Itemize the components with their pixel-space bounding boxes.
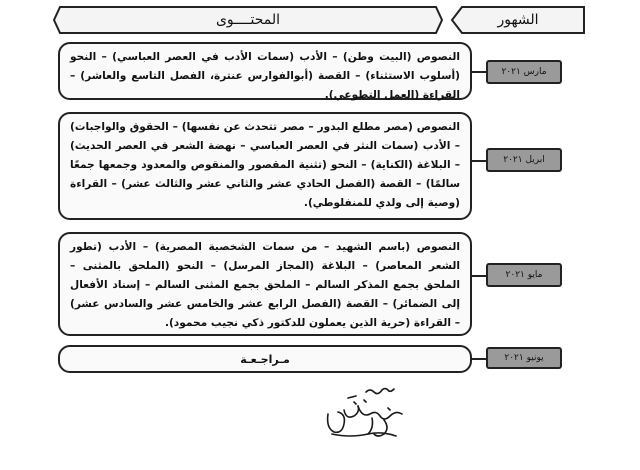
month-label: مارس ٢٠٢١ (501, 67, 547, 77)
content-box-may (58, 232, 472, 336)
months-header-label: الشهور (497, 12, 539, 28)
row-connector (472, 71, 486, 73)
row-connector (472, 358, 486, 360)
content-text: النصوص (البيت وطن) – الأدب (سمات الأدب في العصر العباسي) – النحو (أسلوب الاستثناء) – القصة (أبوالفوارس عنترة، الفصل التاسع والعاشر) – القراءة (العمل التطوعي). (70, 51, 460, 101)
content-text: النصوص (مصر مطلع البدور – مصر تتحدث عن نفسها) – الحقوق والواجبات) – الأدب (سمات النثر في العصر العباسي – نهضة الشعر في العصر الحديث) – البلاغة (الكناية) – النحو (تثنية المقصور والمنقوص والمعدود وجمعها جمعًا سالمًا) – القصة (الفصل الحادي عشر والثاني عشر والثالث عشر) – القراءة (وصية إلى ولدي للمنفلوطي). (70, 121, 460, 209)
handwritten-signature (318, 384, 408, 460)
month-label: يونيو ٢٠٢١ (504, 353, 544, 363)
month-box-june (486, 347, 562, 369)
content-header-label: المحتــــوى (215, 12, 281, 28)
month-box-may (486, 263, 562, 287)
content-box-april (58, 112, 472, 220)
row-connector (472, 275, 486, 277)
month-box-april (486, 148, 562, 172)
content-box-june (58, 345, 472, 373)
content-header-tab (52, 5, 444, 35)
month-box-march (486, 60, 562, 84)
review-text: مـراجـعـة (240, 352, 290, 366)
content-box-march (58, 42, 472, 100)
row-connector (472, 160, 486, 162)
content-text: النصوص (باسم الشهيد – من سمات الشخصية المصرية) – الأدب (تطور الشعر المعاصر) – البلاغة (المجاز المرسل) – النحو (الملحق بالمثنى – الملحق بجمع المذكر السالم – الملحق بجمع المثنى السالم – إسناد الأفعال إلى الضمائر) – القصة (الفصل الرابع عشر والخامس عشر والسادس عشر) – القراءة (حرية الذين يعملون للدكتور ذكي نجيب محمود). (70, 241, 460, 329)
month-label: ابريل ٢٠٢١ (503, 155, 545, 165)
months-header-tab (450, 5, 586, 35)
month-label: مايو ٢٠٢١ (505, 270, 543, 280)
